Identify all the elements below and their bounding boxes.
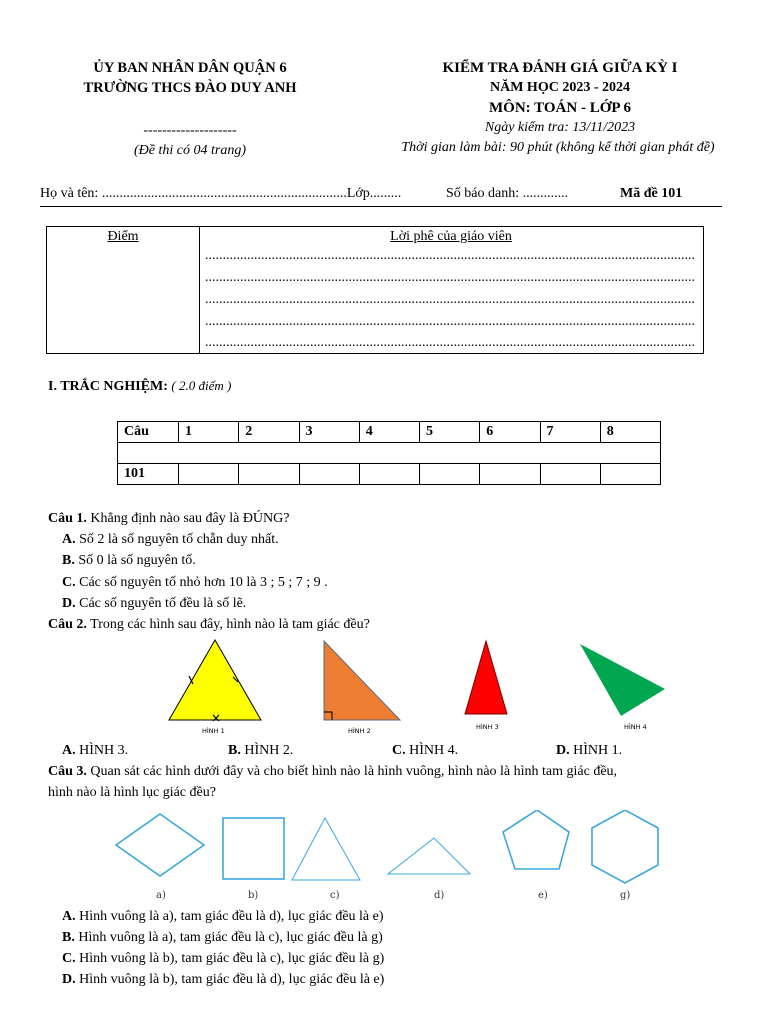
- answer-cell[interactable]: [480, 464, 540, 485]
- answer-cell[interactable]: [420, 464, 480, 485]
- q2-option-b[interactable]: [228, 740, 293, 761]
- question-text: Khẳng định nào sau đây là ĐÚNG?: [90, 511, 290, 526]
- option-text: HÌNH 1.: [573, 743, 623, 758]
- q1-option-b[interactable]: [62, 550, 196, 571]
- table-header-cell: 8: [600, 422, 660, 443]
- answer-cell[interactable]: [179, 464, 239, 485]
- section-title: [48, 378, 231, 395]
- comment-line[interactable]: ............................................................................................................................................: [205, 314, 695, 329]
- option-text: HÌNH 2.: [244, 743, 294, 758]
- figure-caption: g): [620, 890, 631, 901]
- table-empty-cell: [118, 443, 661, 464]
- option-key: A.: [62, 743, 76, 758]
- figure-caption: d): [434, 890, 445, 901]
- figure-caption: e): [538, 890, 548, 901]
- exam-header: [360, 58, 760, 158]
- table-header-cell: 4: [359, 422, 419, 443]
- square-figure: [223, 818, 284, 879]
- figure-caption: HÌNH 3: [476, 723, 499, 731]
- q2-option-a[interactable]: [62, 740, 128, 761]
- answer-cell[interactable]: [359, 464, 419, 485]
- option-text: HÌNH 4.: [409, 743, 459, 758]
- option-key: A.: [62, 532, 76, 547]
- q3-option-c[interactable]: [62, 948, 384, 969]
- question-label: Câu 3.: [48, 764, 87, 779]
- student-info-line: [40, 186, 722, 207]
- right-triangle-figure: [324, 641, 400, 720]
- pentagon-figure: [503, 810, 569, 869]
- answer-table: [117, 421, 661, 485]
- q1-option-a[interactable]: [62, 529, 279, 550]
- answer-cell[interactable]: [600, 464, 660, 485]
- school-header: [40, 58, 340, 98]
- option-text: HÌNH 3.: [79, 743, 129, 758]
- question-3: [48, 761, 617, 782]
- rhombus-figure: [116, 814, 204, 876]
- q1-option-d[interactable]: [62, 593, 246, 614]
- figure-caption: HÌNH 4: [624, 723, 647, 731]
- figure-caption: a): [156, 890, 166, 901]
- comment-line[interactable]: ............................................................................................................................................: [205, 248, 695, 263]
- question-text: Trong các hình sau đây, hình nào là tam giác đều?: [90, 617, 370, 632]
- option-key: A.: [62, 909, 76, 924]
- isosceles-triangle-figure: [465, 641, 507, 714]
- teacher-comment-label: Lời phê của giáo viên: [390, 229, 512, 244]
- option-key: D.: [556, 743, 570, 758]
- comment-line[interactable]: ............................................................................................................................................: [205, 335, 695, 350]
- option-key: B.: [228, 743, 241, 758]
- option-text: Số 0 là số nguyên tố.: [78, 553, 196, 568]
- section-points: ( 2.0 điểm ): [171, 378, 232, 393]
- option-key: C.: [62, 575, 76, 590]
- dash-separator: --------------------: [143, 123, 237, 138]
- comment-line[interactable]: ............................................................................................................................................: [205, 292, 695, 307]
- option-key: B.: [62, 930, 75, 945]
- equilateral-triangle-figure: [169, 640, 261, 720]
- q2-option-c[interactable]: [392, 740, 458, 761]
- question-2: [48, 614, 370, 635]
- triangles-figure: [140, 636, 680, 742]
- table-code-cell: 101: [118, 464, 179, 485]
- hexagon-figure: [592, 810, 658, 883]
- table-header-cell: 1: [179, 422, 239, 443]
- q3-option-a[interactable]: [62, 906, 384, 927]
- answer-cell[interactable]: [540, 464, 600, 485]
- triangle-c-figure: [292, 818, 360, 880]
- district-name: ỦY BAN NHÂN DÂN QUẬN 6: [93, 60, 287, 76]
- table-row: [118, 464, 661, 485]
- subject: MÔN: TOÁN - LỚP 6: [489, 100, 631, 116]
- q2-option-d[interactable]: [556, 740, 622, 761]
- option-text: Các số nguyên tố đều là số lẽ.: [79, 596, 247, 611]
- exam-date: Ngày kiểm tra: 13/11/2023: [484, 120, 636, 135]
- figure-caption: HÌNH 2: [348, 727, 371, 735]
- answer-cell[interactable]: [299, 464, 359, 485]
- exam-code: Mã đề 101: [620, 186, 683, 201]
- option-key: C.: [392, 743, 406, 758]
- scalene-triangle-figure: [580, 644, 665, 716]
- school-year: NĂM HỌC 2023 - 2024: [490, 80, 630, 95]
- question-3-cont: hình nào là hình lục giác đều?: [48, 785, 216, 800]
- answer-cell[interactable]: [239, 464, 299, 485]
- figure-caption: HÌNH 1: [202, 727, 225, 735]
- score-divider: [199, 227, 200, 353]
- table-row: [118, 443, 661, 464]
- option-key: C.: [62, 951, 76, 966]
- option-key: B.: [62, 553, 75, 568]
- option-text: Các số nguyên tố nhỏ hơn 10 là 3 ; 5 ; 7 ; 9 .: [79, 575, 328, 590]
- polygons-figure: [108, 810, 668, 906]
- page-count-note: (Đề thi có 04 trang): [134, 143, 246, 158]
- question-text: Quan sát các hình dưới đây và cho biết hình nào là hình vuông, hình nào là hình tam giác đều,: [90, 764, 618, 779]
- question-label: Câu 2.: [48, 617, 87, 632]
- option-text: Hình vuông là a), tam giác đều là c), lục giác đều là g): [78, 930, 383, 945]
- figure-caption: c): [330, 890, 340, 901]
- student-name-field[interactable]: Họ và tên: ......................................................................Lớp.........: [40, 186, 402, 201]
- option-key: D.: [62, 596, 76, 611]
- section-title-text: I. TRẮC NGHIỆM:: [48, 379, 168, 394]
- q3-option-b[interactable]: [62, 927, 383, 948]
- table-header-cell: 7: [540, 422, 600, 443]
- triangle-d-figure: [388, 838, 470, 874]
- table-row: [118, 422, 661, 443]
- option-text: Hình vuông là b), tam giác đều là d), lục giác đều là e): [79, 972, 385, 987]
- option-text: Số 2 là số nguyên tố chẵn duy nhất.: [79, 532, 279, 547]
- table-header-cell: 2: [239, 422, 299, 443]
- option-text: Hình vuông là a), tam giác đều là d), lục giác đều là e): [79, 909, 384, 924]
- exam-duration: Thời gian làm bài: 90 phút (không kể thời gian phát đề): [401, 140, 715, 155]
- student-id-field[interactable]: Số báo danh: .............: [446, 186, 569, 201]
- table-header-cell: 5: [420, 422, 480, 443]
- score-box: [46, 226, 704, 354]
- option-key: D.: [62, 972, 76, 987]
- q1-option-c[interactable]: [62, 572, 328, 593]
- school-name: TRƯỜNG THCS ĐÀO DUY ANH: [83, 80, 297, 96]
- table-header-cell: Câu: [118, 422, 179, 443]
- figure-caption: b): [248, 890, 259, 901]
- score-label: Điểm: [107, 229, 139, 244]
- comment-line[interactable]: ............................................................................................................................................: [205, 270, 695, 285]
- table-header-cell: 6: [480, 422, 540, 443]
- option-text: Hình vuông là b), tam giác đều là c), lục giác đều là g): [79, 951, 385, 966]
- table-header-cell: 3: [299, 422, 359, 443]
- question-label: Câu 1.: [48, 511, 87, 526]
- q3-option-d[interactable]: [62, 969, 384, 990]
- question-1: [48, 508, 289, 529]
- exam-title: KIỂM TRA ĐÁNH GIÁ GIỮA KỲ I: [442, 60, 678, 76]
